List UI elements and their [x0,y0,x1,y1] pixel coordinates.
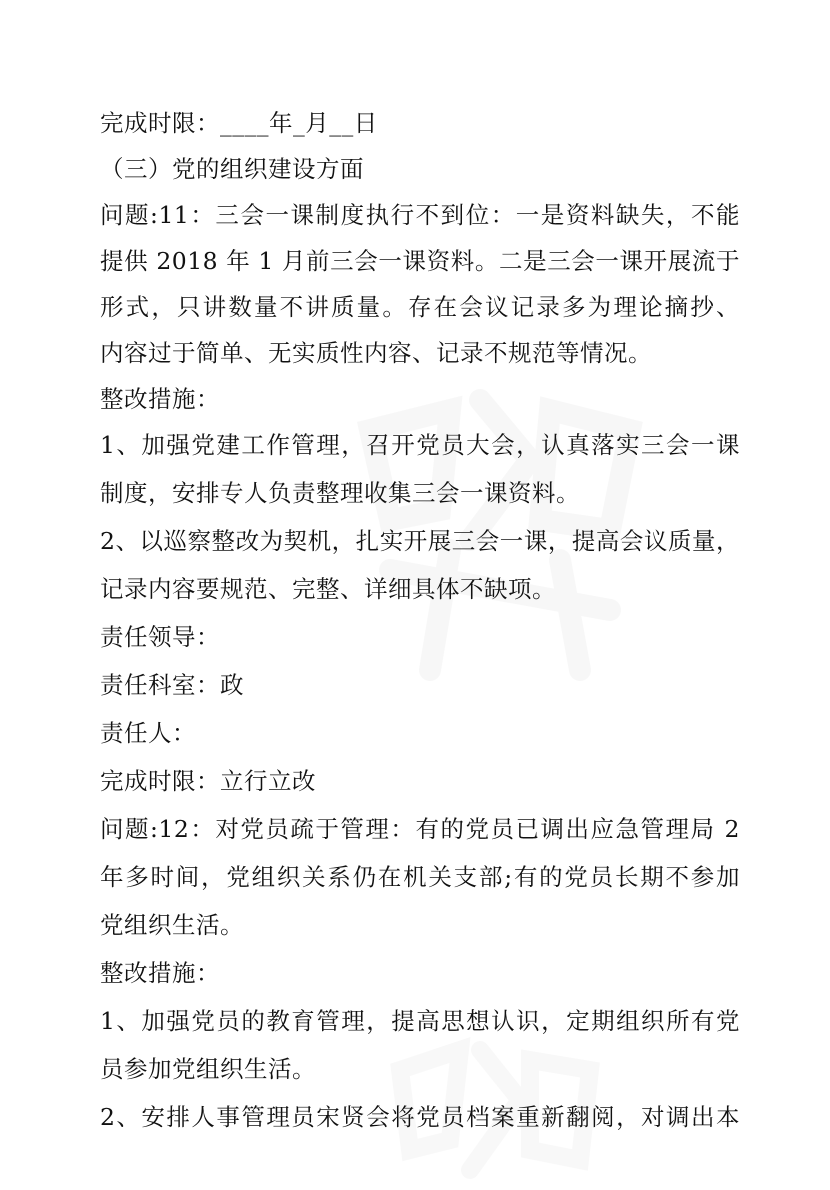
text-line: 形式，只讲数量不讲质量。存在会议记录多为理论摘抄、 [100,293,740,321]
text-line: 责任领导： [100,623,220,651]
text-line: 整改措施： [100,385,220,413]
document-body [100,100,740,1142]
text-line: 内容过于简单、无实质性内容、记录不规范等情况。 [100,339,652,367]
text-line: 责任科室：政 [100,671,244,699]
text-line: 提供 2018 年 1 月前三会一课资料。二是三会一课开展流于 [100,247,740,275]
text-line: 1、加强党建工作管理，召开党员大会，认真落实三会一课 [100,431,740,459]
text-line: 员参加党组织生活。 [100,1055,316,1083]
text-line: 完成时限：立行立改 [100,767,316,795]
text-line: 党组织生活。 [100,911,244,939]
text-line: 2、安排人事管理员宋贤会将党员档案重新翻阅，对调出本 [100,1103,740,1131]
text-line: 完成时限：____年_月__日 [100,109,378,137]
text-line: 问题:11：三会一课制度执行不到位：一是资料缺失，不能 [100,201,740,229]
text-line: 整改措施： [100,959,220,987]
text-line: 记录内容要规范、完整、详细具体不缺项。 [100,575,556,603]
text-line: 责任人： [100,719,196,747]
text-line: 问题:12：对党员疏于管理：有的党员已调出应急管理局 2 [100,815,740,843]
text-line: 1、加强党员的教育管理，提高思想认识，定期组织所有党 [100,1007,740,1035]
text-line: 2、以巡察整改为契机，扎实开展三会一课，提高会议质量， [100,527,740,555]
text-line: 制度，安排专人负责整理收集三会一课资料。 [100,479,580,507]
text-line: 年多时间，党组织关系仍在机关支部;有的党员长期不参加 [100,863,740,891]
section-heading: （三）党的组织建设方面 [100,155,364,183]
